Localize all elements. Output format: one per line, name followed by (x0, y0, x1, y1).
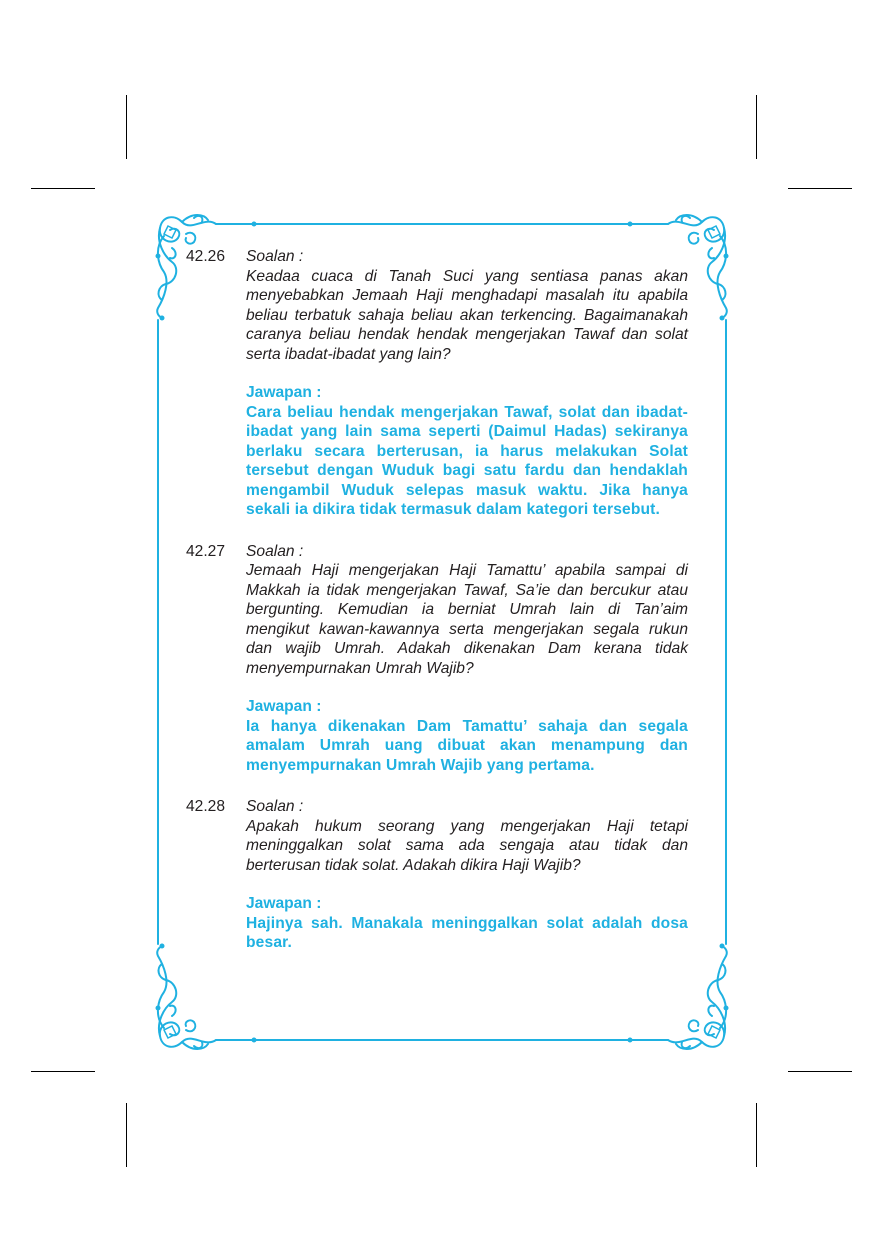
answer-text: Hajinya sah. Manakala meninggalkan solat adalah dosa besar. (246, 914, 688, 951)
answer-label: Jawapan : (246, 384, 322, 401)
crop-mark (756, 95, 757, 159)
item-number: 42.28 (186, 798, 226, 815)
qa-list (186, 247, 688, 975)
crop-mark (788, 188, 852, 189)
crop-mark (31, 1071, 95, 1072)
qa-item (186, 542, 688, 776)
crop-mark (126, 1103, 127, 1167)
qa-item (186, 247, 688, 520)
question-text: Keadaa cuaca di Tanah Suci yang sentiasa panas akan menyebabkan Jemaah Haji menghadapi masalah itu apabila beliau terbatuk sahaja beliau akan terkencing. Bagaimanakah caranya beliau hendak hendak mengerjakan Tawaf dan solat serta ibadat-ibadat yang lain? (246, 267, 688, 363)
crop-mark (126, 95, 127, 159)
answer-text: Ia hanya dikenakan Dam Tamattu’ sahaja dan segala amalam Umrah uang dibuat akan menampung dan menyempurnakan Umrah Wajib yang pertama. (246, 717, 688, 774)
crop-mark (31, 188, 95, 189)
answer-text: Cara beliau hendak mengerjakan Tawaf, solat dan ibadat-ibadat yang lain sama seperti (Daimul Hadas) sekiranya berlaku secara berterusan, ia harus melakukan Solat tersebut dengan Wuduk bagi satu fardu dan hendaklah mengambil Wuduk selepas masuk waktu. Jika hanya sekali ia dikira tidak termasuk dalam kategori tersebut. (246, 403, 688, 518)
crop-mark (788, 1071, 852, 1072)
item-number: 42.26 (186, 248, 226, 265)
qa-item (186, 797, 688, 953)
crop-mark (756, 1103, 757, 1167)
question-text: Jemaah Haji mengerjakan Haji Tamattu’ apabila sampai di Makkah ia tidak mengerjakan Tawaf, Sa’ie dan bercukur atau bergunting. Kemudian ia berniat Umrah lain di Tan’aim mengikut kawan-kawannya serta mengerjakan segala rukun dan wajib Umrah. Adakah dikenakan Dam kerana tidak menyempurnakan Umrah Wajib? (246, 562, 688, 677)
question-label: Soalan : (246, 248, 304, 265)
answer-label: Jawapan : (246, 895, 322, 912)
question-label: Soalan : (246, 798, 304, 815)
question-text: Apakah hukum seorang yang mengerjakan Haji tetapi meninggalkan solat sama ada sengaja atau tidak dan berterusan tidak solat. Adakah dikira Haji Wajib? (246, 817, 688, 874)
answer-label: Jawapan : (246, 698, 322, 715)
question-label: Soalan : (246, 542, 304, 560)
item-number: 42.27 (186, 542, 226, 560)
